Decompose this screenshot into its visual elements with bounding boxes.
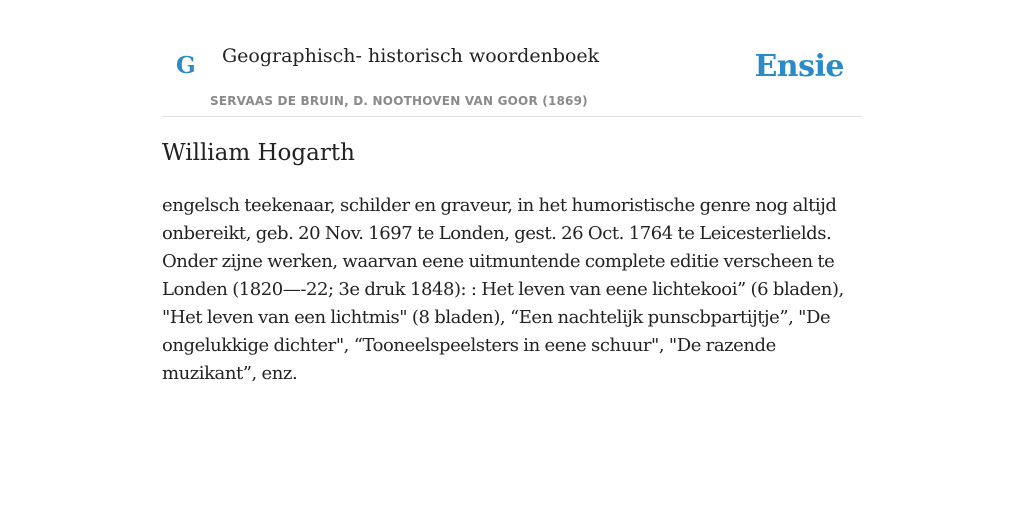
entry-title: William Hogarth bbox=[162, 140, 355, 166]
entry-body: engelsch teekenaar, schilder en graveur, in het humoristische genre nog altijd onbereikt, geb. 20 Nov. 1697 te Londen, gest. 26 Oct. 1764 te Leicesterlields. Onder zijne werken, waarvan eene uitmuntende complete editie verscheen te Londen (1820—-22; 3e druk 1848): : Het leven van eene lichtekooi” (6 bladen), "Het leven van een lichtmis" (8 bladen), “Een nachtelijk punscbpartijtje”, "De ongelukkige dichter", “Tooneelspeelsters in eene schuur", "De razende muzikant”, enz. bbox=[162, 195, 844, 384]
ensie-logo-link[interactable]: Ensie bbox=[754, 49, 844, 84]
book-authors: SERVAAS DE BRUIN, D. NOOTHOVEN VAN GOOR (1869) bbox=[210, 94, 588, 108]
book-title-link[interactable]: Geographisch- historisch woordenboek bbox=[222, 45, 600, 67]
book-header bbox=[162, 0, 862, 117]
book-letter-link[interactable]: G bbox=[176, 52, 196, 79]
